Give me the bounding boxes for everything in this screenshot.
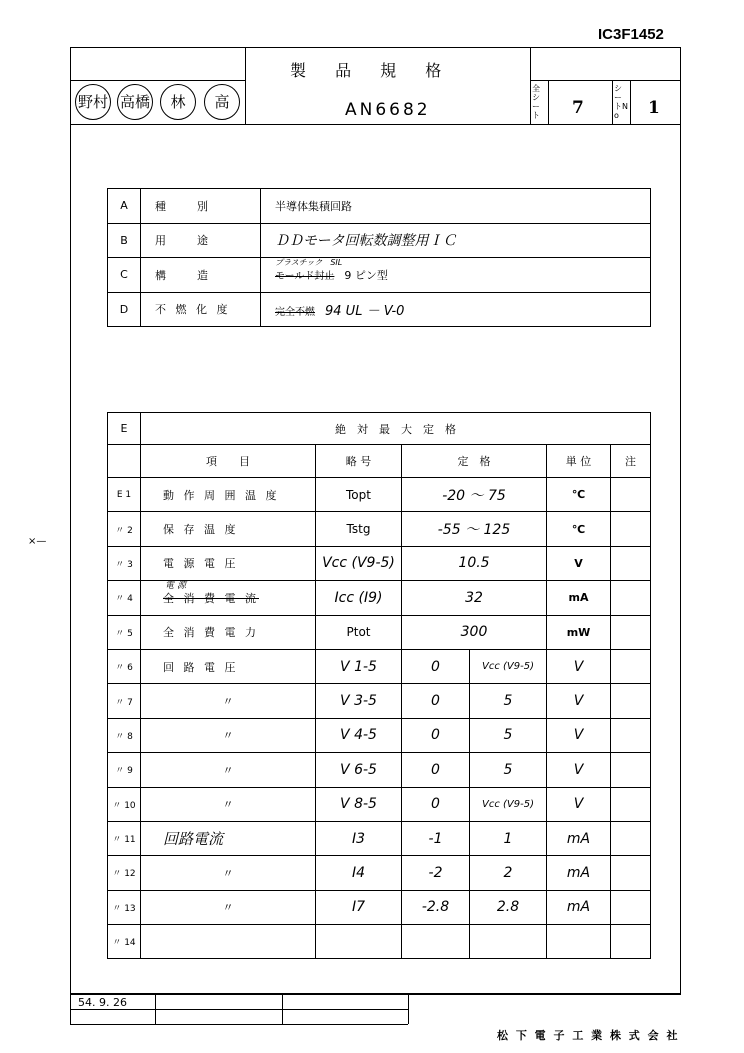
ratings-title: 絶 対 最 大 定 格: [141, 413, 651, 445]
rating-row: [108, 787, 651, 821]
rating-symbol: I4: [316, 856, 402, 890]
struck-text: モールド封止: [275, 270, 335, 282]
rating-symbol: [316, 925, 402, 959]
rating-unit: ℃: [547, 478, 611, 512]
row-code: B: [108, 223, 141, 258]
row-value: [261, 189, 651, 224]
rating-item: 電 源 電 圧: [141, 546, 316, 580]
rating-note: [611, 787, 651, 821]
rating-min: 0: [402, 787, 470, 821]
row-value: [261, 258, 651, 293]
rating-row: [108, 718, 651, 752]
rating-unit: V: [547, 718, 611, 752]
row-value: [261, 292, 651, 327]
rating-row: [108, 890, 651, 924]
row-item: 構 造: [141, 258, 261, 293]
rating-no: 〃 9: [108, 753, 141, 787]
rating-max: 2: [470, 856, 547, 890]
rating-no: 〃 5: [108, 615, 141, 649]
rating-no: 〃 13: [108, 890, 141, 924]
rating-unit: V: [547, 753, 611, 787]
handwritten-note: 電源: [165, 581, 190, 592]
rating-no: 〃 11: [108, 821, 141, 855]
rating-symbol: V 4-5: [316, 718, 402, 752]
rating-unit: V: [547, 546, 611, 580]
rating-note: [611, 512, 651, 546]
rating-item: 〃: [141, 684, 316, 718]
margin-mark: ×—: [28, 536, 47, 547]
rating-no: 〃 12: [108, 856, 141, 890]
rating-min: -1: [402, 821, 470, 855]
rating-item: 回 路 電 圧: [141, 649, 316, 683]
header-rating: 定 格: [402, 445, 547, 478]
issue-date: 54. 9. 26: [78, 996, 127, 1009]
product-number: AN6682: [345, 100, 431, 120]
rating-row: [108, 925, 651, 959]
rating-item: 〃: [141, 856, 316, 890]
general-row: [108, 292, 651, 327]
value-text: ＤＤモータ回転数調整用ＩＣ: [275, 233, 457, 250]
rating-min: 0: [402, 718, 470, 752]
struck-text: 完全不燃: [275, 306, 315, 318]
rating-item: 〃: [141, 718, 316, 752]
section-code: E: [108, 413, 141, 445]
rating-symbol: Topt: [316, 478, 402, 512]
rating-max: 5: [470, 753, 547, 787]
rating-note: [611, 856, 651, 890]
rating-max: [470, 925, 547, 959]
general-row: [108, 189, 651, 224]
absolute-max-ratings-table: [107, 412, 651, 959]
rating-row: [108, 615, 651, 649]
rating-note: [611, 581, 651, 615]
rating-row: [108, 684, 651, 718]
value-text: 9 ピン型: [344, 268, 388, 282]
rating-row: [108, 478, 651, 512]
sheet-number: 1: [648, 98, 660, 118]
rating-no: 〃 2: [108, 512, 141, 546]
rating-max: 2.8: [470, 890, 547, 924]
general-row: [108, 223, 651, 258]
company-name: 松 下 電 子 工 業 株 式 会 社: [497, 1029, 680, 1042]
rating-row: [108, 512, 651, 546]
row-item: 用 途: [141, 223, 261, 258]
rating-row: [108, 753, 651, 787]
rating-item: 〃: [141, 753, 316, 787]
row-value: [261, 223, 651, 258]
rating-no: 〃 14: [108, 925, 141, 959]
rating-no: 〃 8: [108, 718, 141, 752]
rating-symbol: V 3-5: [316, 684, 402, 718]
value-text: 94 UL － V-0: [325, 303, 405, 319]
rating-max: 1: [470, 821, 547, 855]
rating-max: 5: [470, 684, 547, 718]
rating-unit: V: [547, 684, 611, 718]
rating-note: [611, 478, 651, 512]
rating-note: [611, 821, 651, 855]
rating-unit: mW: [547, 615, 611, 649]
rating-item: 全 消 費 電 力: [141, 615, 316, 649]
rating-symbol: Vcc (V9-5): [316, 546, 402, 580]
row-code: C: [108, 258, 141, 293]
rating-no: 〃 3: [108, 546, 141, 580]
row-code: D: [108, 292, 141, 327]
header-unit: 単 位: [547, 445, 611, 478]
approval-stamp-4: 高: [204, 84, 240, 120]
rating-row: [108, 821, 651, 855]
rating-symbol: V 6-5: [316, 753, 402, 787]
document-title: 製 品 規 格: [290, 61, 454, 80]
rating-symbol: Tstg: [316, 512, 402, 546]
rating-item: 〃: [141, 890, 316, 924]
rating-no: 〃 7: [108, 684, 141, 718]
row-item: 不 燃 化 度: [141, 292, 261, 327]
approval-stamp-3: 林: [160, 84, 196, 120]
approval-stamp-2: 高橋: [117, 84, 153, 120]
rating-value: 300: [402, 615, 547, 649]
rating-max: Vcc (V9-5): [470, 787, 547, 821]
rating-value: 32: [402, 581, 547, 615]
item-text: 全 消 費 電 流: [163, 591, 259, 605]
header-note: 注: [611, 445, 651, 478]
rating-item: [141, 925, 316, 959]
sheet-no-label: シートNo: [614, 84, 628, 120]
rating-item: 保 存 温 度: [141, 512, 316, 546]
document-id: IC3F1452: [598, 26, 664, 43]
rating-no: E 1: [108, 478, 141, 512]
rating-row: [108, 581, 651, 615]
rating-item: 〃: [141, 787, 316, 821]
rating-unit: mA: [547, 890, 611, 924]
rating-no: 〃 6: [108, 649, 141, 683]
rating-symbol: I7: [316, 890, 402, 924]
rating-value: -55 ～ 125: [402, 512, 547, 546]
rating-max: 5: [470, 718, 547, 752]
rating-note: [611, 890, 651, 924]
rating-unit: V: [547, 787, 611, 821]
row-code: A: [108, 189, 141, 224]
rating-value: -20 ～ 75: [402, 478, 547, 512]
rating-symbol: V 1-5: [316, 649, 402, 683]
rating-note: [611, 546, 651, 580]
rating-min: 0: [402, 649, 470, 683]
rating-note: [611, 649, 651, 683]
rating-symbol: V 8-5: [316, 787, 402, 821]
header-symbol: 略 号: [316, 445, 402, 478]
rating-unit: mA: [547, 821, 611, 855]
rating-value: 10.5: [402, 546, 547, 580]
rating-unit: V: [547, 649, 611, 683]
rating-min: 0: [402, 684, 470, 718]
rating-symbol: Ptot: [316, 615, 402, 649]
rating-note: [611, 718, 651, 752]
total-sheets: 7: [572, 98, 584, 118]
rating-note: [611, 615, 651, 649]
rating-row: [108, 649, 651, 683]
rating-note: [611, 684, 651, 718]
rating-max: Vcc (V9-5): [470, 649, 547, 683]
rating-note: [611, 925, 651, 959]
rating-unit: mA: [547, 856, 611, 890]
rating-item: 回路電流: [141, 821, 316, 855]
rating-no: 〃 10: [108, 787, 141, 821]
rating-min: 0: [402, 753, 470, 787]
handwritten-note: プラスチック SIL: [275, 258, 343, 267]
row-item: 種 別: [141, 189, 261, 224]
rating-unit: ℃: [547, 512, 611, 546]
rating-unit: [547, 925, 611, 959]
rating-symbol: I3: [316, 821, 402, 855]
rating-min: -2.8: [402, 890, 470, 924]
header-item: 項 目: [141, 445, 316, 478]
general-row: [108, 258, 651, 293]
rating-row: [108, 856, 651, 890]
rating-note: [611, 753, 651, 787]
rating-unit: mA: [547, 581, 611, 615]
rating-symbol: Icc (I9): [316, 581, 402, 615]
total-sheets-label: 全シート: [532, 84, 540, 120]
rating-no: 〃 4: [108, 581, 141, 615]
approval-stamp-1: 野村: [75, 84, 111, 120]
general-spec-table: [107, 188, 651, 327]
rating-item: [141, 581, 316, 615]
rating-min: -2: [402, 856, 470, 890]
rating-row: [108, 546, 651, 580]
value-text: 半導体集積回路: [275, 199, 352, 213]
rating-min: [402, 925, 470, 959]
rating-item: 動 作 周 囲 温 度: [141, 478, 316, 512]
